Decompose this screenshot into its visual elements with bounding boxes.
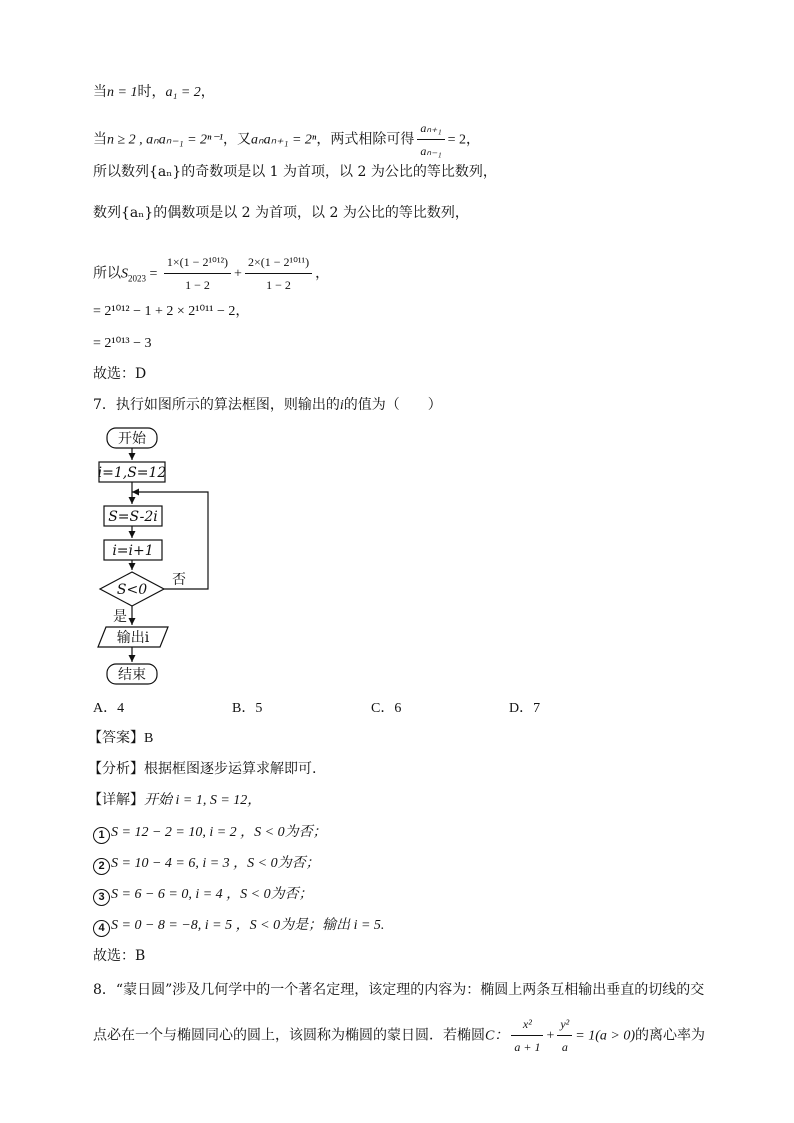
ellipse-fraction-x: $\frac{\text{x²}}{a + 1}$	[511, 1014, 543, 1057]
option-c[interactable]: C．6	[371, 701, 402, 716]
option-b[interactable]: B．5	[232, 701, 263, 716]
q7-detail: 【详解】开始 i = 1, S = 12，	[88, 792, 262, 808]
q7-stem: 7．执行如图所示的算法框图，则输出的i的值为（ ）	[93, 397, 442, 413]
flow-step1-label: S=S-2i	[108, 509, 158, 525]
solution-line-5: 所以$S_{2023}$ = $\frac{\text{1×(1 − 2¹⁰¹²)}}{1 - 2}$ + $\frac{\text{2×(1 − 2¹⁰¹¹)}}{1 - 2}$ ，	[93, 252, 329, 295]
ratio-fraction: $\frac{\text{aₙ₊₁}}{\text{aₙ₋₁}}$	[417, 118, 444, 161]
flow-no-label: 否	[172, 572, 186, 588]
q7-step-4: 4 S = 0 − 8 = −8, i = 5 ，S < 0为是；输出 i = 5.	[93, 915, 384, 937]
solution-line-3: 所以数列{aₙ}的奇数项是以 1 为首项，以 2 为公比的等比数列，	[93, 164, 497, 180]
q7-step-3: 3 S = 6 − 6 = 0, i = 4 ，S < 0为否；	[93, 884, 313, 906]
flow-end-label: 结束	[118, 667, 146, 683]
solution-line-6: = 2¹⁰¹² − 1 + 2 × 2¹⁰¹¹ − 2，	[93, 304, 250, 319]
q7-answer: 【答案】B	[88, 730, 154, 746]
flow-start-label: 开始	[118, 431, 146, 447]
algorithm-flowchart	[90, 422, 230, 688]
sum-fraction-odd: $\frac{\text{1×(1 − 2¹⁰¹²)}}{1 - 2}$	[164, 252, 231, 295]
ellipse-fraction-y: $\frac{\text{y²}}{a}$	[557, 1014, 572, 1057]
q8-line-1: 8．“蒙日圆”涉及几何学中的一个著名定理，该定理的内容为：椭圆上两条互相输出垂直的切线的交	[93, 982, 705, 998]
q8-line-2: 点必在一个与椭圆同心的圆上，该圆称为椭圆的蒙日圆．若椭圆C： $\frac{\text{x²}}{a + 1}$ + $\frac{\text{y²}}{a}$ = 1(a > 0)的离心率为	[93, 1014, 705, 1057]
sum-fraction-even: $\frac{\text{2×(1 − 2¹⁰¹¹)}}{1 - 2}$	[245, 252, 312, 295]
solution-line-4: 数列{aₙ}的偶数项是以 2 为首项，以 2 为公比的等比数列，	[93, 205, 469, 221]
solution-line-2: 当n ≥ 2 , aₙaₙ₋₁ = 2ⁿ⁻¹，又aₙaₙ₊₁ = 2ⁿ，两式相除可得 $\frac{\text{aₙ₊₁}}{\text{aₙ₋₁}}$ = 2，	[93, 118, 480, 161]
q7-analysis: 【分析】根据框图逐步运算求解即可.	[88, 761, 317, 777]
solution-line-1: 当n = 1时，a₁ = 2，	[93, 84, 215, 100]
option-a[interactable]: A．4	[93, 701, 125, 716]
q7-conclusion: 故选：B	[93, 948, 146, 964]
flow-condition-label: S<0	[116, 582, 148, 598]
solution-line-8: 故选：D	[93, 366, 147, 382]
flow-init-label: i=1,S=12	[97, 465, 167, 481]
solution-line-7: = 2¹⁰¹³ − 3	[93, 336, 152, 351]
q7-step-2: 2 S = 10 − 4 = 6, i = 3 ，S < 0为否；	[93, 853, 320, 875]
q7-step-1: 1 S = 12 − 2 = 10, i = 2 ，S < 0为否；	[93, 822, 327, 844]
flow-yes-label: 是	[113, 609, 127, 625]
option-d[interactable]: D．7	[509, 701, 541, 716]
flow-step2-label: i=i+1	[112, 543, 154, 559]
flow-output-label: 输出i	[116, 630, 150, 646]
